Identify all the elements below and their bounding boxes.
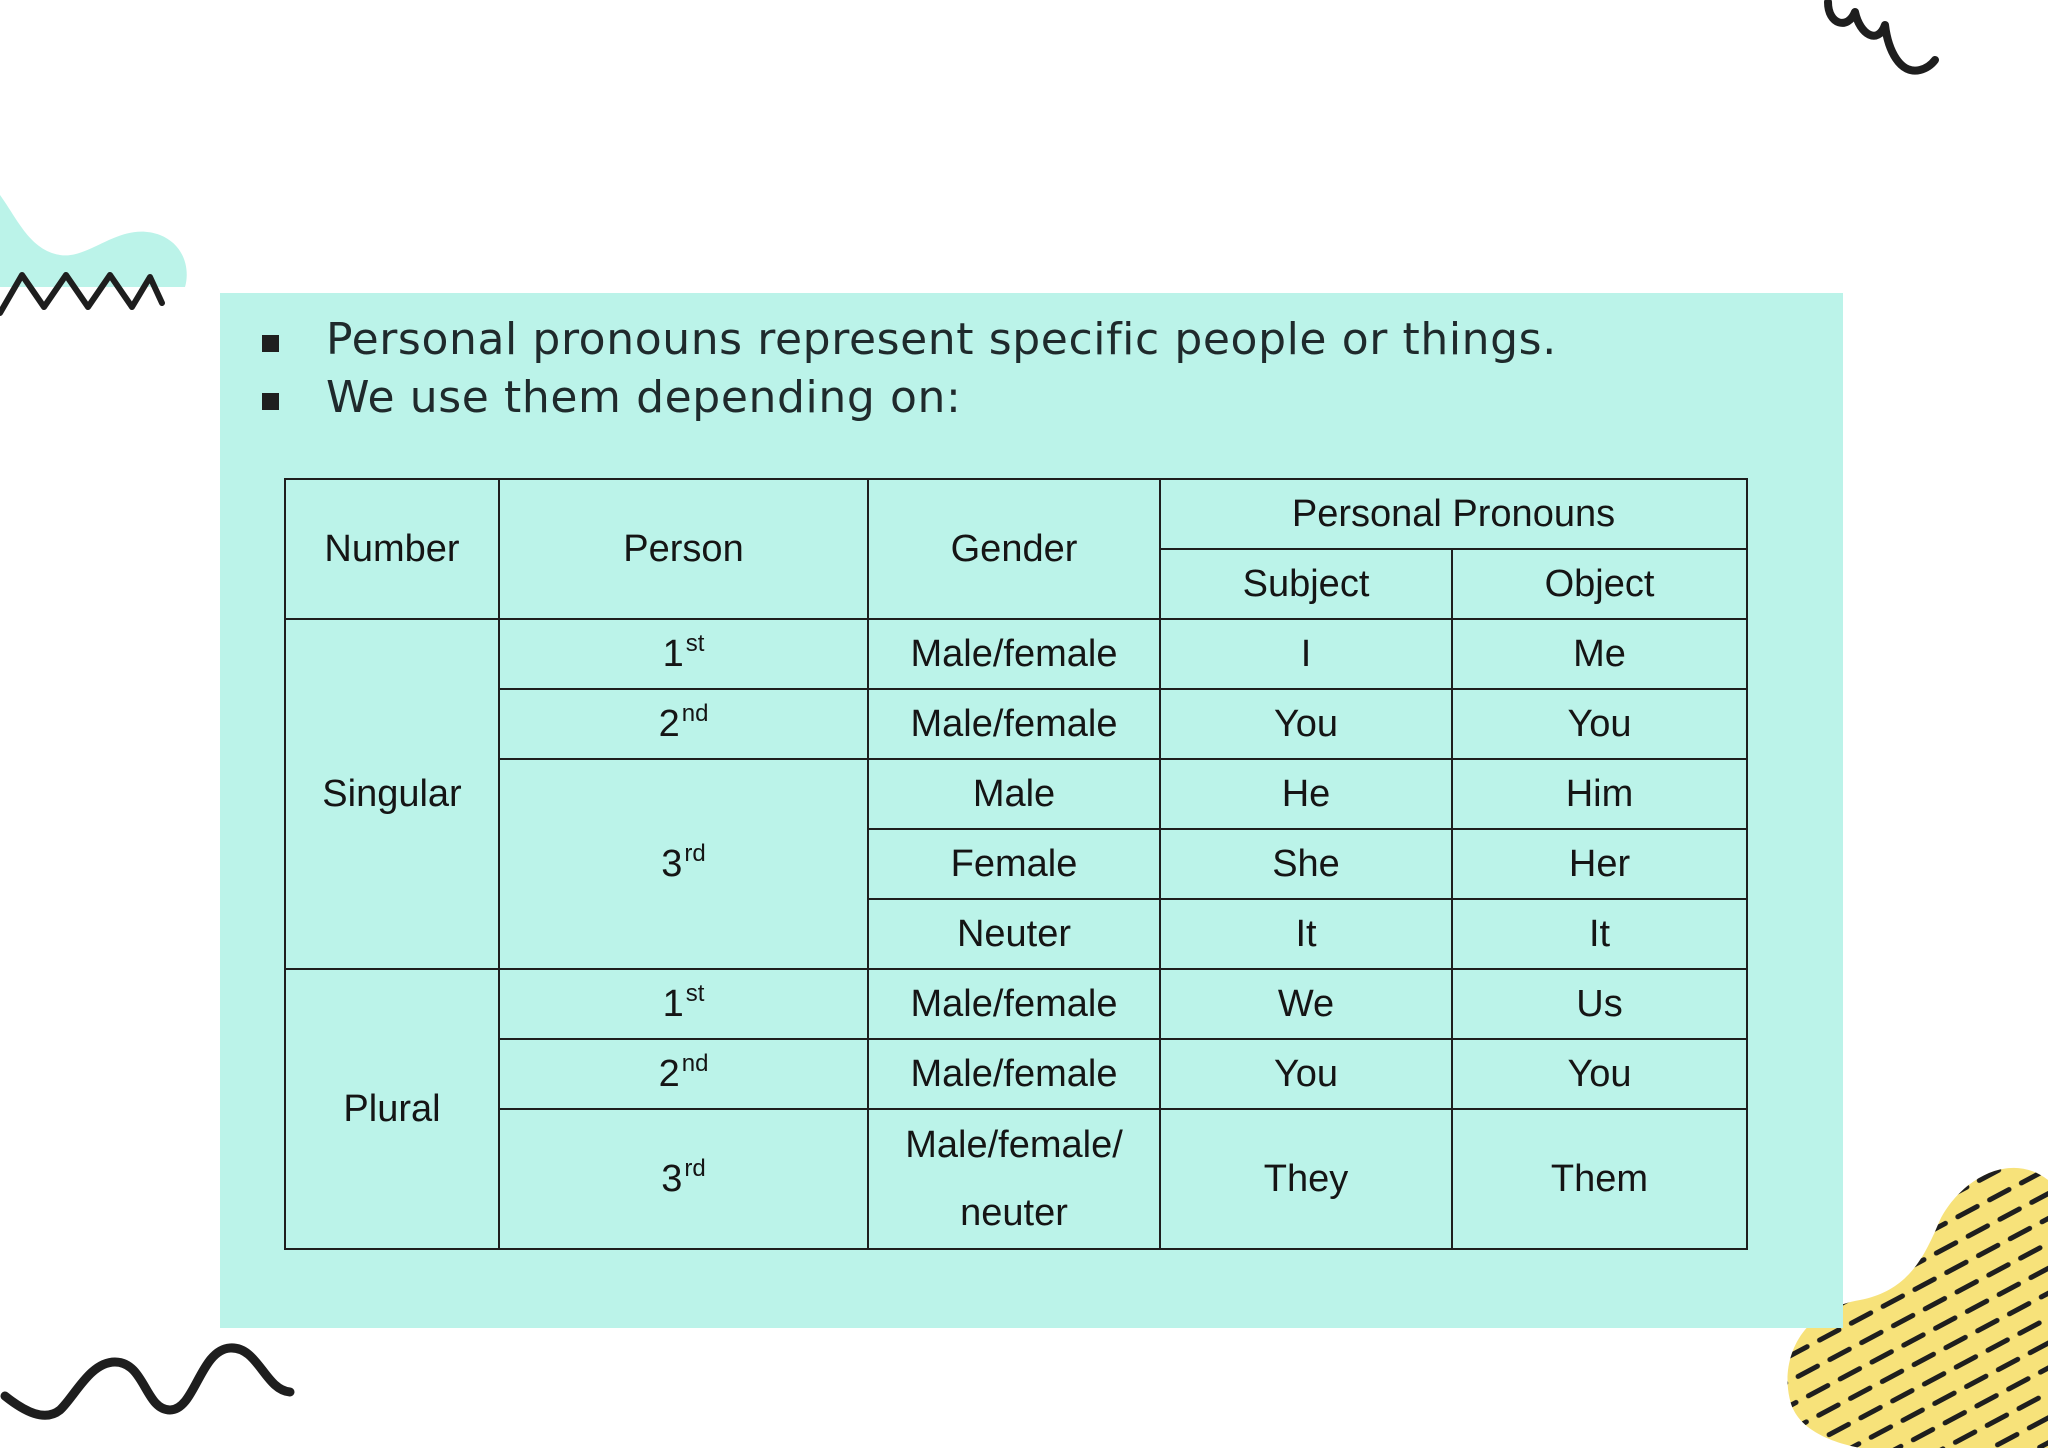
object-cell: You xyxy=(1452,1039,1747,1109)
squiggle-bottom-left-decoration xyxy=(0,1320,310,1448)
person-number: 1 xyxy=(662,633,684,675)
group-plural: Plural xyxy=(285,969,499,1249)
gender-cell: Female xyxy=(868,829,1160,899)
content-panel xyxy=(220,293,1843,1328)
gender-cell: Male/female xyxy=(868,619,1160,689)
subject-cell: She xyxy=(1160,829,1452,899)
person-cell xyxy=(499,689,868,759)
ordinal-suffix: rd xyxy=(684,840,706,867)
person-number: 2 xyxy=(658,1053,680,1095)
gender-cell xyxy=(868,1109,1160,1249)
bullet-text: Personal pronouns represent specific people or things. xyxy=(326,314,1557,365)
ordinal-suffix: nd xyxy=(681,1050,709,1077)
bullet-text: We use them depending on: xyxy=(326,372,962,423)
gender-cell: Male/female xyxy=(868,1039,1160,1109)
personal-pronouns-table xyxy=(284,478,1748,1250)
object-cell: Me xyxy=(1452,619,1747,689)
subject-cell: You xyxy=(1160,1039,1452,1109)
group-singular: Singular xyxy=(285,619,499,969)
object-cell: You xyxy=(1452,689,1747,759)
subject-cell: They xyxy=(1160,1109,1452,1249)
pronoun-table-container xyxy=(284,478,1748,1250)
object-cell: Them xyxy=(1452,1109,1747,1249)
person-cell xyxy=(499,619,868,689)
object-cell: It xyxy=(1452,899,1747,969)
square-bullet-icon xyxy=(262,393,279,410)
gender-cell: Male/female xyxy=(868,969,1160,1039)
table-row xyxy=(285,1039,1747,1109)
table-row xyxy=(285,1109,1747,1249)
ordinal-suffix: nd xyxy=(681,700,709,727)
object-cell: Him xyxy=(1452,759,1747,829)
header-subject: Subject xyxy=(1160,549,1452,619)
teal-blob-shape xyxy=(0,195,187,287)
person-number: 3 xyxy=(661,843,683,885)
header-object: Object xyxy=(1452,549,1747,619)
header-person: Person xyxy=(499,479,868,619)
person-number: 1 xyxy=(662,983,684,1025)
header-gender: Gender xyxy=(868,479,1160,619)
header-number: Number xyxy=(285,479,499,619)
object-cell: Us xyxy=(1452,969,1747,1039)
table-row xyxy=(285,759,1747,829)
subject-cell: We xyxy=(1160,969,1452,1039)
subject-cell: You xyxy=(1160,689,1452,759)
subject-cell: It xyxy=(1160,899,1452,969)
gender-cell: Neuter xyxy=(868,899,1160,969)
person-number: 2 xyxy=(658,703,680,745)
subject-cell: I xyxy=(1160,619,1452,689)
person-number: 3 xyxy=(661,1158,683,1200)
square-bullet-icon xyxy=(262,335,279,352)
object-cell: Her xyxy=(1452,829,1747,899)
ordinal-suffix: st xyxy=(685,630,705,657)
gender-cell: Male xyxy=(868,759,1160,829)
person-cell xyxy=(499,759,868,969)
person-cell xyxy=(499,969,868,1039)
table-header-row xyxy=(285,479,1747,549)
table-row xyxy=(285,689,1747,759)
person-cell xyxy=(499,1109,868,1249)
table-row xyxy=(285,969,1747,1039)
person-cell xyxy=(499,1039,868,1109)
ordinal-suffix: st xyxy=(685,980,705,1007)
ordinal-suffix: rd xyxy=(684,1155,706,1182)
gender-line: neuter xyxy=(960,1192,1068,1234)
table-row xyxy=(285,619,1747,689)
squiggle-top-right-decoration xyxy=(1820,0,1940,90)
subject-cell: He xyxy=(1160,759,1452,829)
gender-cell: Male/female xyxy=(868,689,1160,759)
gender-line: Male/female/ xyxy=(905,1124,1123,1166)
wave-shape-decoration xyxy=(0,195,200,325)
header-personal-pronouns: Personal Pronouns xyxy=(1160,479,1747,549)
